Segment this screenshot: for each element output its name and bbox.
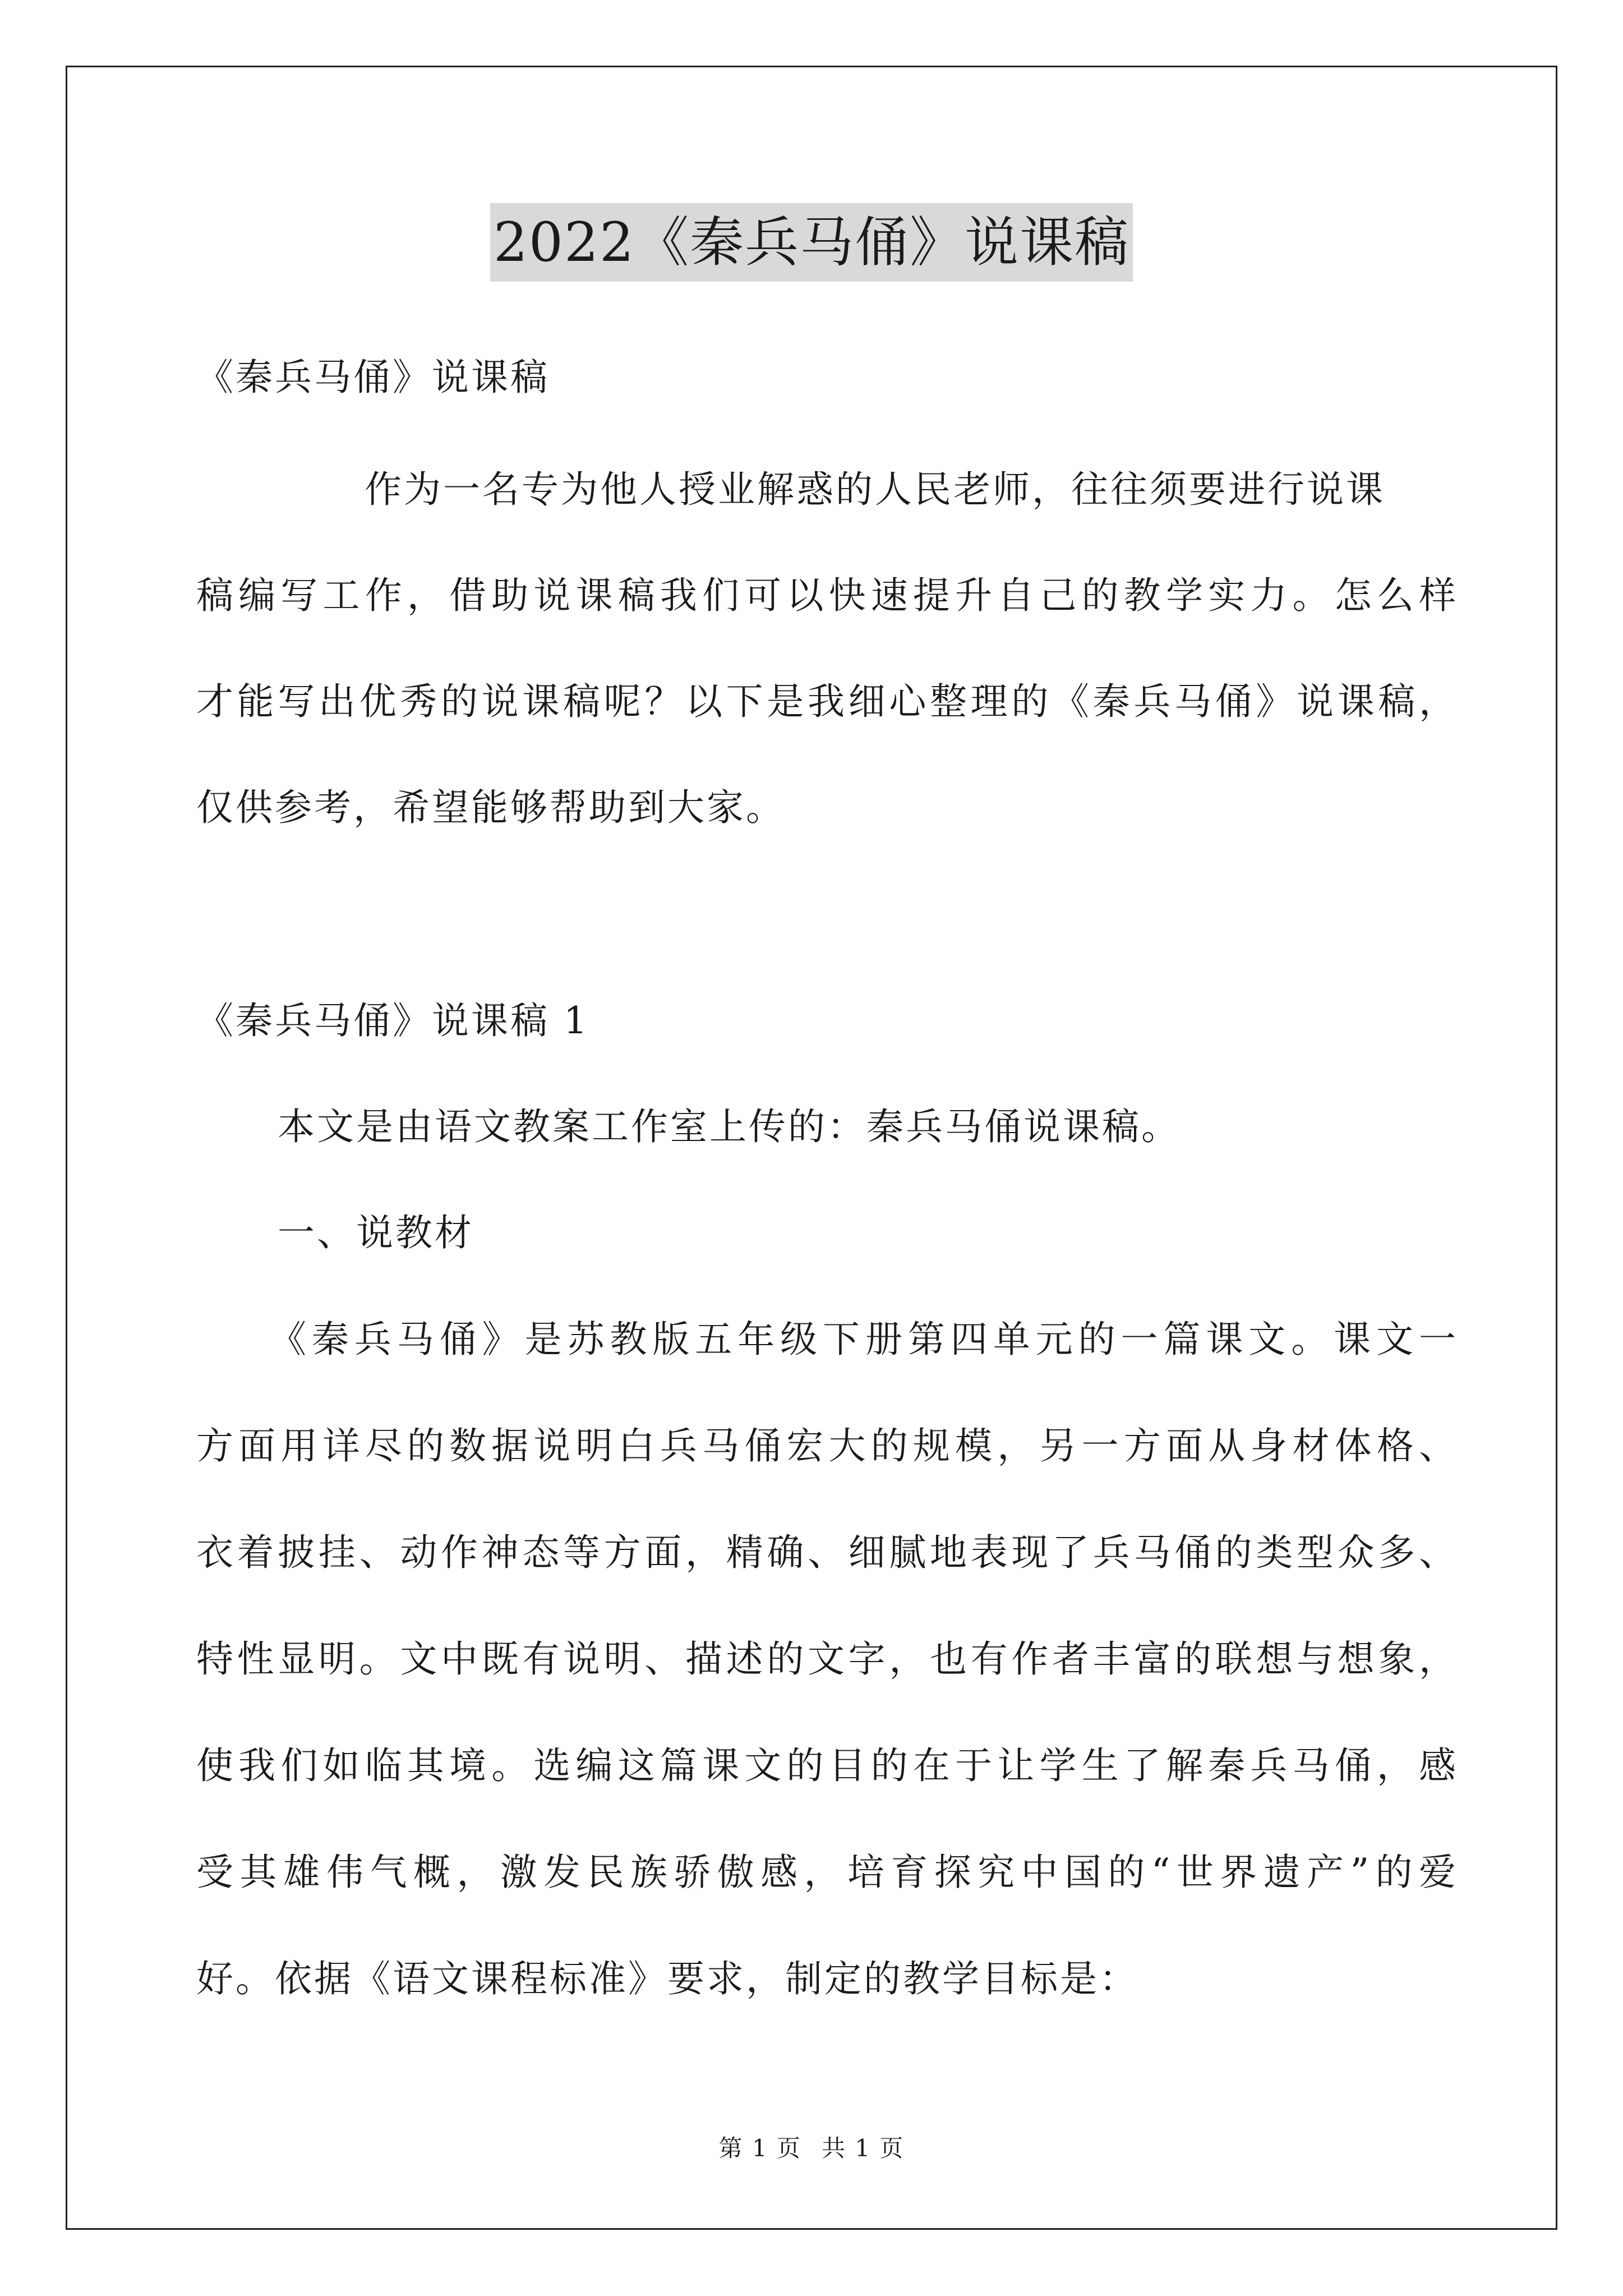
document-title: 2022《秦兵马俑》说课稿 (490, 203, 1133, 282)
page-total: 共 1 页 (822, 2134, 905, 2162)
title-container (0, 203, 1623, 282)
body-line-6: 受其雄伟气概，激发民族骄傲感，培育探究中国的“世界遗产”的爱 (196, 1851, 1458, 1894)
intro-line-3: 才能写出优秀的说课稿呢？以下是我细心整理的《秦兵马俑》说课稿， (196, 680, 1458, 723)
body-line-4: 特性显明。文中既有说明、描述的文字，也有作者丰富的联想与想象， (196, 1637, 1458, 1681)
source-line: 本文是由语文教案工作室上传的：秦兵马俑说课稿。 (278, 1105, 1181, 1148)
body-line-3: 衣着披挂、动作神态等方面，精确、细腻地表现了兵马俑的类型众多、 (196, 1531, 1458, 1574)
intro-line-2: 稿编写工作，借助说课稿我们可以快速提升自己的教学实力。怎么样 (196, 574, 1458, 617)
body-line-2: 方面用详尽的数据说明白兵马俑宏大的规模，另一方面从身材体格、 (196, 1424, 1458, 1467)
part-heading: 一、说教材 (278, 1211, 474, 1254)
page-footer (0, 2132, 1623, 2165)
document-subtitle: 《秦兵马俑》说课稿 (196, 356, 550, 399)
body-line-5: 使我们如临其境。选编这篇课文的目的在于让学生了解秦兵马俑，感 (196, 1744, 1458, 1787)
intro-line-4: 仅供参考，希望能够帮助到大家。 (196, 786, 785, 829)
body-line-1: 《秦兵马俑》是苏教版五年级下册第四单元的一篇课文。课文一 (269, 1318, 1458, 1361)
page-number: 第 1 页 (718, 2134, 801, 2162)
section-heading: 《秦兵马俑》说课稿 1 (196, 999, 589, 1042)
body-line-7: 好。依据《语文课程标准》要求，制定的教学目标是： (196, 1957, 1138, 2000)
intro-line-1: 作为一名专为他人授业解惑的人民老师，往往须要进行说课 (365, 468, 1385, 511)
